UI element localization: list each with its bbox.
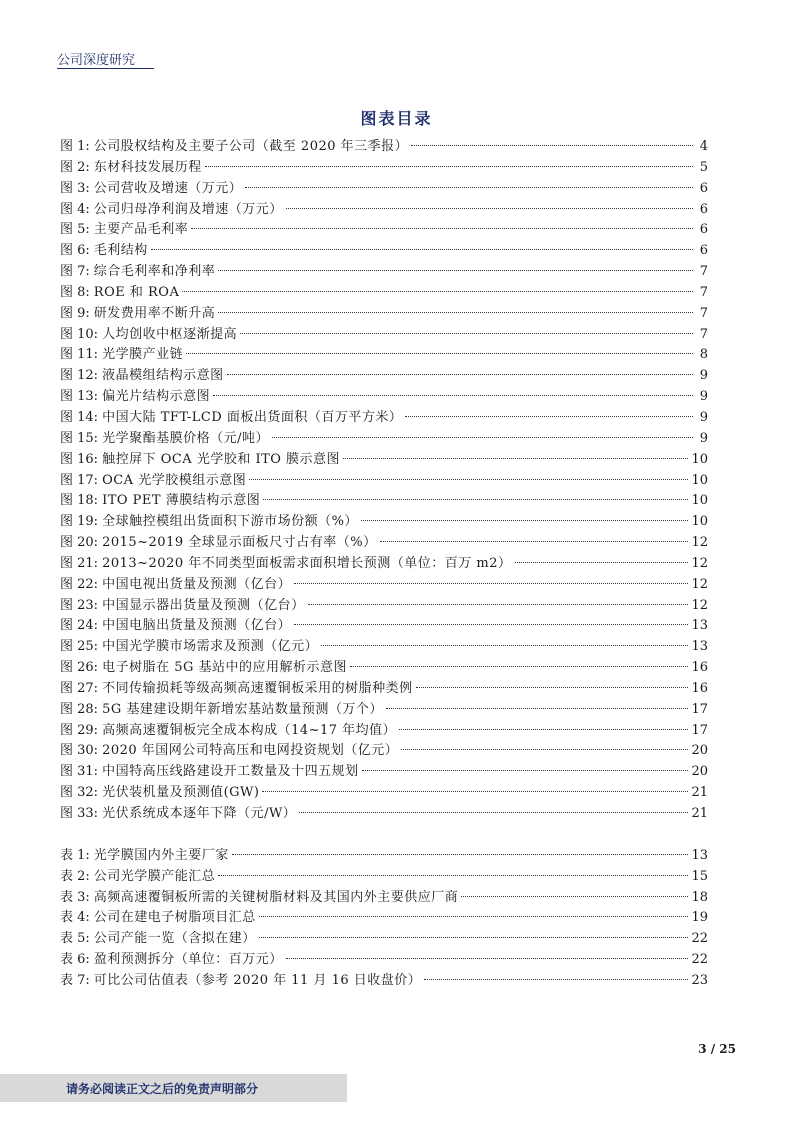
- figure-entry-title: 中国电脑出货量及预测（亿台）: [102, 618, 292, 634]
- figure-entry-number: 图 21:: [60, 555, 99, 571]
- figure-entry-number: 图 22:: [60, 576, 99, 592]
- table-entry-page: 15: [691, 868, 708, 884]
- figure-entry-title: 综合毛利率和净利率: [93, 264, 216, 280]
- table-entry-number: 表 6:: [60, 951, 90, 967]
- figure-entry[interactable]: [60, 241, 708, 262]
- figure-entry-title: 主要产品毛利率: [93, 222, 189, 238]
- figure-entry-page: 9: [699, 430, 708, 446]
- dot-leader: [308, 603, 689, 605]
- dot-leader: [232, 853, 689, 855]
- figure-entry-title: 公司股权结构及主要子公司（截至 2020 年三季报）: [93, 139, 409, 154]
- dot-leader: [343, 457, 688, 459]
- figure-entry-title: 研发费用率不断升高: [93, 305, 216, 321]
- figure-entry-number: 图 4:: [60, 201, 90, 217]
- table-entry[interactable]: [60, 929, 708, 950]
- figure-entry-title: 5G 基建建设期年新增宏基站数量预测（万个）: [102, 701, 383, 717]
- figure-entry-page: 21: [691, 785, 708, 801]
- figure-entry-page: 6: [699, 222, 708, 238]
- table-entry[interactable]: [60, 846, 708, 867]
- figure-entry-page: 12: [691, 597, 708, 613]
- figure-entry-page: 7: [699, 326, 708, 342]
- figure-entry-number: 图 16:: [60, 451, 99, 467]
- table-entry-number: 表 4:: [60, 910, 90, 926]
- figure-entry-number: 图 29:: [60, 722, 99, 738]
- figure-entry[interactable]: [60, 679, 708, 700]
- dot-leader: [218, 269, 693, 271]
- figure-entry-title: 光伏装机量及预测值(GW): [102, 785, 260, 801]
- figure-entry-number: 图 28:: [60, 701, 99, 717]
- table-entry-page: 23: [691, 972, 708, 988]
- figure-entry[interactable]: [60, 616, 708, 637]
- figure-entry-number: 图 24:: [60, 618, 99, 634]
- table-entry-title: 公司产能一览（含拟在建）: [93, 931, 256, 947]
- figure-entry-page: 8: [699, 347, 708, 363]
- dot-leader: [259, 915, 689, 917]
- table-entry[interactable]: [60, 867, 708, 888]
- dot-leader: [262, 790, 688, 792]
- table-entry-number: 表 3:: [60, 889, 90, 905]
- table-entry[interactable]: [60, 971, 708, 992]
- dot-leader: [401, 748, 688, 750]
- figure-entry-number: 图 15:: [60, 430, 99, 446]
- dot-leader: [321, 644, 688, 646]
- figure-entry-page: 10: [691, 514, 708, 530]
- figure-entry-title: 东材科技发展历程: [93, 159, 202, 175]
- figure-entry-page: 5: [699, 159, 708, 175]
- figure-entry[interactable]: [60, 721, 708, 742]
- report-type-header: 公司深度研究: [57, 53, 136, 68]
- figure-entry-page: 12: [691, 576, 708, 592]
- figure-entry-number: 图 13:: [60, 389, 99, 405]
- figure-entry[interactable]: [60, 366, 708, 387]
- figure-entry[interactable]: [60, 304, 708, 325]
- table-entry[interactable]: [60, 950, 708, 971]
- figure-entry[interactable]: [60, 596, 708, 617]
- dot-leader: [240, 332, 693, 334]
- figure-entry-number: 图 10:: [60, 326, 99, 342]
- table-entry-page: 19: [691, 910, 708, 926]
- figure-entry-title: 触控屏下 OCA 光学胶和 ITO 膜示意图: [102, 451, 341, 467]
- figure-entry-page: 12: [691, 535, 708, 551]
- dot-leader: [286, 957, 689, 959]
- figure-entry-number: 图 19:: [60, 514, 99, 530]
- figure-entry-title: 人均创收中枢逐渐提高: [102, 326, 238, 342]
- dot-leader: [350, 665, 688, 667]
- dot-leader: [182, 290, 693, 292]
- dot-leader: [411, 144, 693, 146]
- table-entry-number: 表 1:: [60, 848, 90, 863]
- dot-leader: [386, 707, 689, 709]
- disclaimer-footer: 请务必阅读正文之后的免责声明部分: [66, 1082, 259, 1096]
- figure-entry-title: 2013~2020 年不同类型面板需求面积增长预测（单位：百万 m2）: [102, 555, 512, 571]
- figure-entry-title: 全球触控模组出货面积下游市场份额（%）: [102, 514, 358, 530]
- figure-entry-page: 10: [691, 493, 708, 509]
- figure-entry-title: ROE 和 ROA: [93, 284, 180, 300]
- figure-entry-title: 中国大陆 TFT-LCD 面板出货面积（百万平方米）: [102, 409, 403, 425]
- table-entry-title: 可比公司估值表（参考 2020 年 11 月 16 日收盘价）: [93, 972, 422, 988]
- figure-entry-page: 20: [691, 743, 708, 759]
- figure-entry-title: 电子树脂在 5G 基站中的应用解析示意图: [102, 660, 347, 676]
- page-number: 3 / 25: [698, 1042, 736, 1056]
- figure-entry-page: 6: [699, 180, 708, 196]
- table-entry-number: 表 7:: [60, 972, 90, 988]
- dot-leader: [272, 436, 693, 438]
- header-underline: [57, 68, 154, 69]
- figure-entry-title: 液晶模组结构示意图: [102, 368, 224, 384]
- figure-entry[interactable]: [60, 200, 708, 221]
- table-list: [60, 846, 708, 992]
- figure-entry[interactable]: [60, 491, 708, 512]
- figure-entry-title: ITO PET 薄膜结构示意图: [102, 493, 261, 509]
- figure-entry-title: 高频高速覆铜板完全成本构成（14~17 年均值）: [102, 722, 397, 738]
- figure-entry[interactable]: [60, 783, 708, 804]
- table-entry-page: 13: [691, 848, 708, 863]
- table-entry-title: 高频高速覆铜板所需的关键树脂材料及其国内外主要供应厂商: [93, 889, 459, 905]
- figure-entry-number: 图 9:: [60, 305, 90, 321]
- dot-leader: [294, 582, 688, 584]
- dot-leader: [362, 769, 689, 771]
- dot-leader: [151, 248, 693, 250]
- dot-leader: [286, 207, 693, 209]
- dot-leader: [249, 478, 688, 480]
- figure-entry[interactable]: [60, 700, 708, 721]
- figure-entry-title: OCA 光学胶模组示意图: [102, 472, 247, 488]
- figure-entry[interactable]: [60, 637, 708, 658]
- figure-entry-number: 图 18:: [60, 493, 99, 509]
- figure-entry-number: 图 3:: [60, 180, 90, 196]
- dot-leader: [399, 728, 688, 730]
- dot-leader: [186, 352, 693, 354]
- figure-entry-title: 光伏系统成本逐年下降（元/W）: [102, 806, 297, 821]
- figure-entry-number: 图 31:: [60, 764, 99, 780]
- toc-title: 图表目录: [360, 109, 433, 128]
- figure-entry-number: 图 12:: [60, 368, 99, 384]
- figure-entry-number: 图 5:: [60, 222, 90, 238]
- dot-leader: [205, 165, 693, 167]
- figure-entry-title: 中国电视出货量及预测（亿台）: [102, 576, 292, 592]
- figure-entry-page: 4: [699, 139, 708, 154]
- dot-leader: [515, 561, 689, 563]
- dot-leader: [218, 874, 688, 876]
- table-entry-number: 表 5:: [60, 931, 90, 947]
- figure-entry-page: 10: [691, 472, 708, 488]
- figure-entry[interactable]: [60, 158, 708, 179]
- figure-entry-number: 图 2:: [60, 159, 90, 175]
- figure-entry-page: 21: [691, 806, 708, 821]
- figure-entry[interactable]: [60, 471, 708, 492]
- figure-entry-title: 公司归母净利润及增速（万元）: [93, 201, 283, 217]
- figure-entry[interactable]: [60, 804, 708, 825]
- table-entry-page: 22: [691, 951, 708, 967]
- figure-entry[interactable]: [60, 345, 708, 366]
- figure-entry-page: 7: [699, 305, 708, 321]
- dot-leader: [245, 186, 693, 188]
- figure-entry[interactable]: [60, 325, 708, 346]
- dot-leader: [461, 895, 688, 897]
- table-entry-number: 表 2:: [60, 868, 90, 884]
- figure-entry-number: 图 8:: [60, 284, 90, 300]
- figure-entry[interactable]: [60, 512, 708, 533]
- figure-entry[interactable]: [60, 137, 708, 158]
- figure-entry[interactable]: [60, 533, 708, 554]
- table-entry[interactable]: [60, 908, 708, 929]
- dot-leader: [361, 519, 689, 521]
- dot-leader: [424, 978, 688, 980]
- dot-leader: [294, 623, 688, 625]
- dot-leader: [259, 936, 689, 938]
- figure-entry-title: 中国显示器出货量及预测（亿台）: [102, 597, 305, 613]
- figure-entry-title: 中国光学膜市场需求及预测（亿元）: [102, 639, 319, 655]
- figure-entry[interactable]: [60, 220, 708, 241]
- figure-entry-page: 10: [691, 451, 708, 467]
- figure-entry[interactable]: [60, 450, 708, 471]
- figure-entry[interactable]: [60, 387, 708, 408]
- figure-entry-title: 2020 年国网公司特高压和电网投资规划（亿元）: [102, 743, 399, 759]
- figure-entry-title: 光学聚酯基膜价格（元/吨）: [102, 430, 269, 446]
- dot-leader: [405, 415, 693, 417]
- figure-entry-page: 20: [691, 764, 708, 780]
- table-entry-title: 盈利预测拆分（单位：百万元）: [93, 951, 283, 967]
- figure-list: [60, 137, 708, 825]
- figure-entry[interactable]: [60, 762, 708, 783]
- figure-entry-title: 2015~2019 全球显示面板尺寸占有率（%）: [102, 535, 377, 551]
- figure-entry-number: 图 23:: [60, 597, 99, 613]
- figure-entry-title: 光学膜产业链: [102, 347, 184, 363]
- figure-entry-number: 图 17:: [60, 472, 99, 488]
- figure-entry-page: 9: [699, 389, 708, 405]
- figure-entry-number: 图 32:: [60, 785, 99, 801]
- figure-entry-page: 17: [691, 701, 708, 717]
- dot-leader: [380, 540, 689, 542]
- figure-entry-number: 图 30:: [60, 743, 99, 759]
- figure-entry-page: 16: [691, 660, 708, 676]
- figure-entry-number: 图 27:: [60, 680, 99, 696]
- table-entry-page: 22: [691, 931, 708, 947]
- figure-entry-number: 图 25:: [60, 639, 99, 655]
- figure-entry-title: 中国特高压线路建设开工数量及十四五规划: [102, 764, 359, 780]
- figure-entry-number: 图 33:: [60, 806, 99, 821]
- dot-leader: [191, 227, 693, 229]
- figure-entry-title: 不同传输损耗等级高频高速覆铜板采用的树脂种类例: [102, 680, 413, 696]
- table-entry-page: 18: [691, 889, 708, 905]
- figure-entry[interactable]: [60, 283, 708, 304]
- table-entry-title: 公司光学膜产能汇总: [93, 868, 216, 884]
- figure-entry[interactable]: [60, 179, 708, 200]
- figure-entry-page: 13: [691, 618, 708, 634]
- figure-entry-number: 图 20:: [60, 535, 99, 551]
- dot-leader: [416, 686, 689, 688]
- figure-entry[interactable]: [60, 554, 708, 575]
- figure-entry-page: 12: [691, 555, 708, 571]
- figure-entry-page: 13: [691, 639, 708, 655]
- figure-entry-number: 图 7:: [60, 264, 90, 280]
- figure-entry[interactable]: [60, 658, 708, 679]
- figure-entry[interactable]: [60, 575, 708, 596]
- figure-entry-page: 7: [699, 264, 708, 280]
- table-entry-title: 光学膜国内外主要厂家: [93, 848, 229, 863]
- figure-entry-number: 图 11:: [60, 347, 99, 363]
- figure-entry-number: 图 6:: [60, 243, 90, 259]
- figure-entry-title: 偏光片结构示意图: [102, 389, 211, 405]
- figure-entry-page: 17: [691, 722, 708, 738]
- dot-leader: [218, 311, 693, 313]
- dot-leader: [299, 811, 688, 813]
- dot-leader: [227, 373, 693, 375]
- figure-entry-page: 6: [699, 201, 708, 217]
- figure-entry[interactable]: [60, 408, 708, 429]
- figure-entry-number: 图 1:: [60, 139, 90, 154]
- table-entry-title: 公司在建电子树脂项目汇总: [93, 910, 256, 926]
- figure-entry-title: 公司营收及增速（万元）: [93, 180, 243, 196]
- figure-entry-page: 6: [699, 243, 708, 259]
- figure-entry[interactable]: [60, 262, 708, 283]
- table-entry[interactable]: [60, 888, 708, 909]
- figure-entry-page: 7: [699, 284, 708, 300]
- figure-entry[interactable]: [60, 741, 708, 762]
- figure-entry[interactable]: [60, 429, 708, 450]
- figure-entry-number: 图 26:: [60, 660, 99, 676]
- figure-entry-title: 毛利结构: [93, 243, 148, 259]
- dot-leader: [213, 394, 693, 396]
- figure-entry-number: 图 14:: [60, 409, 99, 425]
- dot-leader: [263, 498, 688, 500]
- figure-entry-page: 16: [691, 680, 708, 696]
- figure-entry-page: 9: [699, 368, 708, 384]
- figure-entry-page: 9: [699, 409, 708, 425]
